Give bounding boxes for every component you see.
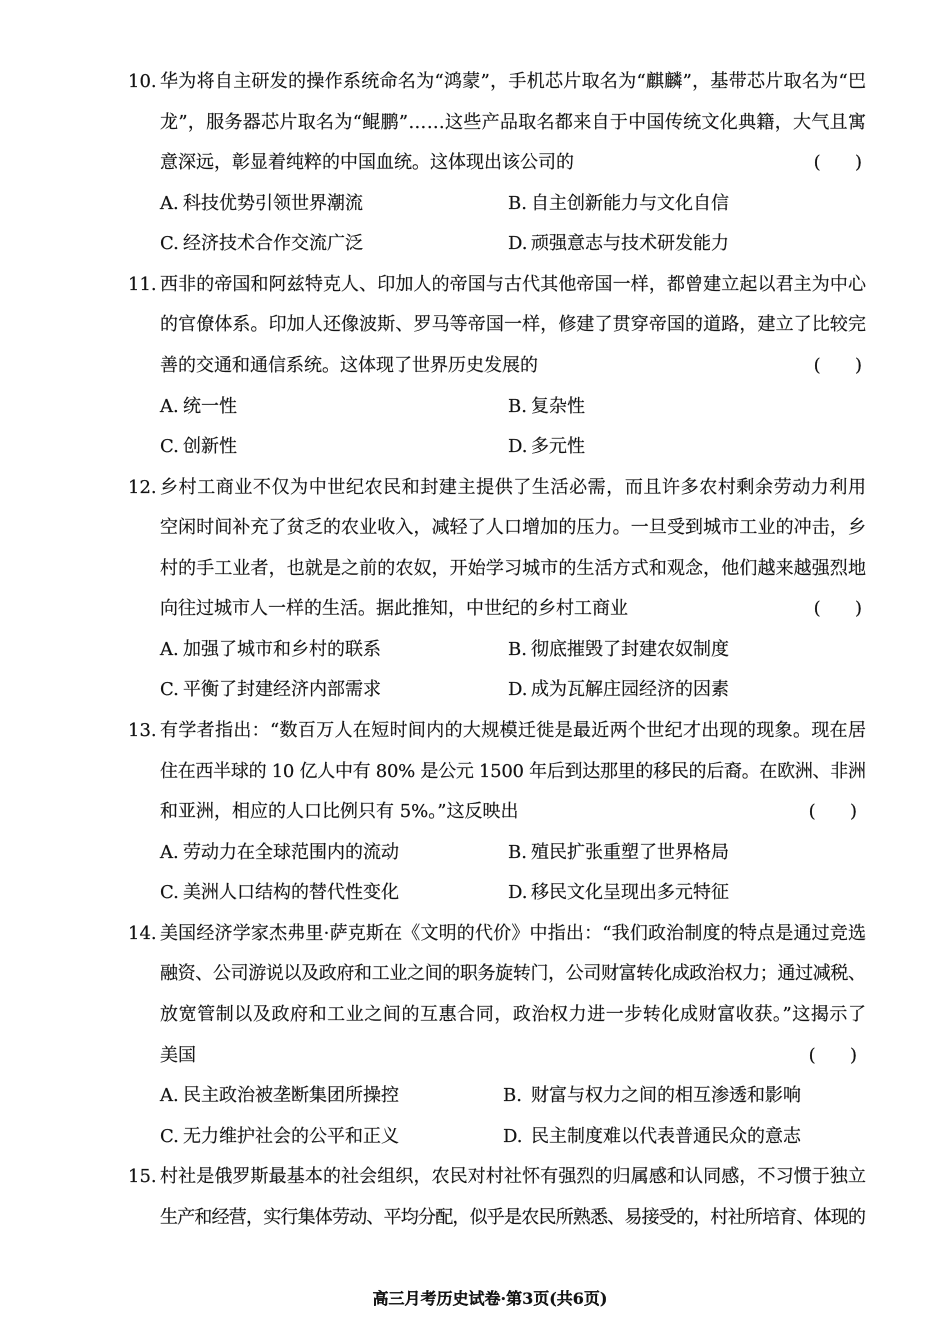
options-row [160, 1076, 866, 1117]
option-a [160, 833, 399, 874]
page-footer: 高三月考历史试卷·第3页(共6页) [372, 1289, 608, 1308]
option-text: 科技优势引领世界潮流 [183, 192, 363, 214]
question-text: 村的手工业者，也就是之前的农奴，开始学习城市的生活方式和观念，他们越来越强烈地 [160, 557, 867, 579]
option-text: 民主制度难以代表普通民众的意志 [531, 1125, 801, 1147]
options-row [160, 1117, 866, 1158]
option-text: 多元性 [531, 436, 585, 458]
question-text-line [128, 468, 866, 509]
question-text-line [160, 508, 866, 549]
option-text: 殖民扩张重塑了世界格局 [531, 841, 729, 863]
option-text: 劳动力在全球范围内的流动 [183, 841, 399, 863]
option-b [508, 833, 729, 874]
answer-blank: ( ) [808, 801, 857, 823]
option-letter: D. [508, 679, 528, 701]
option-b [508, 184, 729, 225]
question-text-line [160, 143, 866, 184]
option-letter: D. [503, 1125, 523, 1147]
question-text-line [160, 103, 866, 144]
option-d [503, 1117, 801, 1158]
question-text: 西非的帝国和阿兹特克人、印加人的帝国与古代其他帝国一样，都曾建立起以君主为中心 [160, 273, 867, 295]
question-text-line [128, 62, 866, 103]
option-letter: B. [508, 395, 527, 417]
question-14 [0, 914, 950, 1157]
option-letter: C. [160, 679, 179, 701]
question-text-line [160, 346, 866, 387]
question-text: 华为将自主研发的操作系统命名为“鸿蒙”，手机芯片取名为“麒麟”，基带芯片取名为“巴 [160, 71, 867, 92]
question-13 [0, 711, 950, 914]
option-a [160, 1076, 399, 1117]
option-a [160, 184, 363, 225]
option-text: 美洲人口结构的替代性变化 [183, 882, 399, 904]
question-text: 善的交通和通信系统。这体现了世界历史发展的 [160, 354, 538, 376]
option-b [508, 387, 585, 428]
option-d [508, 873, 729, 914]
answer-blank: ( ) [813, 152, 862, 174]
option-c [160, 873, 399, 914]
question-12 [0, 468, 950, 711]
option-letter: A. [160, 638, 179, 660]
question-list [0, 62, 950, 1238]
option-letter: C. [160, 436, 179, 458]
question-text: 有学者指出：“数百万人在短时间内的大规模迁徙是最近两个世纪才出现的现象。现在居 [160, 720, 867, 741]
option-text: 创新性 [183, 436, 237, 458]
option-a [160, 387, 237, 428]
option-text: 财富与权力之间的相互渗透和影响 [531, 1085, 801, 1107]
question-text-line [128, 711, 866, 752]
question-text: 美国 [160, 1044, 196, 1066]
option-letter: D. [508, 882, 528, 904]
answer-blank: ( ) [813, 598, 862, 620]
options-row [160, 630, 866, 671]
question-text-line [160, 954, 866, 995]
option-c [160, 224, 363, 265]
question-text: 放宽管制以及政府和工业之间的互惠合同，政治权力进一步转化成财富收获。”这揭示了 [160, 1003, 867, 1025]
options-row [160, 833, 866, 874]
option-letter: B. [503, 1085, 522, 1107]
question-text-line [128, 914, 866, 955]
question-15 [0, 1157, 950, 1238]
option-letter: D. [508, 436, 528, 458]
option-text: 平衡了封建经济内部需求 [183, 679, 381, 701]
answer-blank: ( ) [808, 1044, 857, 1066]
question-text-line [160, 589, 866, 630]
option-c [160, 427, 237, 468]
option-text: 统一性 [183, 395, 237, 417]
options-row [160, 427, 866, 468]
options-row [160, 184, 866, 225]
option-b [508, 630, 729, 671]
question-text: 美国经济学家杰弗里·萨克斯在《文明的代价》中指出：“我们政治制度的特点是通过竞选 [160, 922, 867, 944]
question-text: 空闲时间补充了贫乏的农业收入，减轻了人口增加的压力。一旦受到城市工业的冲击，乡 [160, 517, 867, 539]
question-text-line [160, 792, 866, 833]
option-letter: C. [160, 882, 179, 904]
question-number: 15. [128, 1166, 157, 1188]
option-letter: C. [160, 1125, 179, 1147]
option-b [503, 1076, 801, 1117]
question-number: 10. [128, 71, 157, 92]
options-row [160, 387, 866, 428]
question-text-line [160, 1198, 866, 1239]
options-row [160, 224, 866, 265]
answer-blank: ( ) [813, 354, 862, 376]
question-text-line [160, 1036, 866, 1077]
option-text: 复杂性 [531, 395, 585, 417]
option-d [508, 427, 585, 468]
option-letter: B. [508, 841, 527, 863]
options-row [160, 873, 866, 914]
question-text-line [160, 995, 866, 1036]
question-text: 的官僚体系。印加人还像波斯、罗马等帝国一样，修建了贯穿帝国的道路，建立了比较完 [160, 314, 867, 336]
question-text-line [160, 305, 866, 346]
option-text: 彻底摧毁了封建农奴制度 [531, 638, 729, 660]
option-letter: C. [160, 233, 179, 255]
option-letter: A. [160, 192, 179, 214]
option-letter: D. [508, 233, 528, 255]
option-letter: A. [160, 1085, 179, 1107]
option-letter: B. [508, 638, 527, 660]
option-text: 自主创新能力与文化自信 [531, 192, 729, 214]
option-text: 移民文化呈现出多元特征 [531, 882, 729, 904]
question-number: 14. [128, 922, 157, 944]
question-number: 11. [128, 273, 157, 295]
option-c [160, 670, 381, 711]
option-letter: A. [160, 395, 179, 417]
option-text: 无力维护社会的公平和正义 [183, 1125, 399, 1147]
question-text: 向往过城市人一样的生活。据此推知，中世纪的乡村工商业 [160, 598, 628, 620]
option-text: 顽强意志与技术研发能力 [531, 233, 729, 255]
option-text: 民主政治被垄断集团所操控 [183, 1085, 399, 1107]
question-text-line [160, 752, 866, 793]
question-text: 和亚洲，相应的人口比例只有 5%。”这反映出 [160, 801, 519, 823]
question-text: 乡村工商业不仅为中世纪农民和封建主提供了生活必需，而且许多农村剩余劳动力利用 [160, 476, 867, 498]
question-text: 生产和经营，实行集体劳动、平均分配，似乎是农民所熟悉、易接受的，村社所培育、体现的 [160, 1206, 866, 1228]
question-text: 村社是俄罗斯最基本的社会组织，农民对村社怀有强烈的归属感和认同感，不习惯于独立 [160, 1166, 867, 1188]
question-11 [0, 265, 950, 468]
question-text: 融资、公司游说以及政府和工业之间的职务旋转门，公司财富转化成政治权力；通过减税、 [160, 963, 866, 985]
question-text: 住在西半球的 10 亿人中有 80% 是公元 1500 年后到达那里的移民的后裔。在欧洲、非洲 [160, 760, 866, 782]
option-text: 成为瓦解庄园经济的因素 [531, 679, 729, 701]
question-text-line [128, 1157, 866, 1198]
option-a [160, 630, 381, 671]
option-text: 加强了城市和乡村的联系 [183, 638, 381, 660]
question-text-line [160, 549, 866, 590]
question-text-line [128, 265, 866, 306]
option-text: 经济技术合作交流广泛 [183, 233, 363, 255]
option-d [508, 670, 729, 711]
option-c [160, 1117, 399, 1158]
question-text: 龙”，服务器芯片取名为“鲲鹏”……这些产品取名都来自于中国传统文化典籍，大气且寓 [160, 111, 867, 133]
option-letter: A. [160, 841, 179, 863]
question-number: 13. [128, 720, 157, 741]
question-text: 意深远，彰显着纯粹的中国血统。这体现出该公司的 [160, 152, 574, 174]
option-letter: B. [508, 192, 527, 214]
option-d [508, 224, 729, 265]
options-row [160, 670, 866, 711]
question-number: 12. [128, 476, 157, 498]
question-10 [0, 62, 950, 265]
